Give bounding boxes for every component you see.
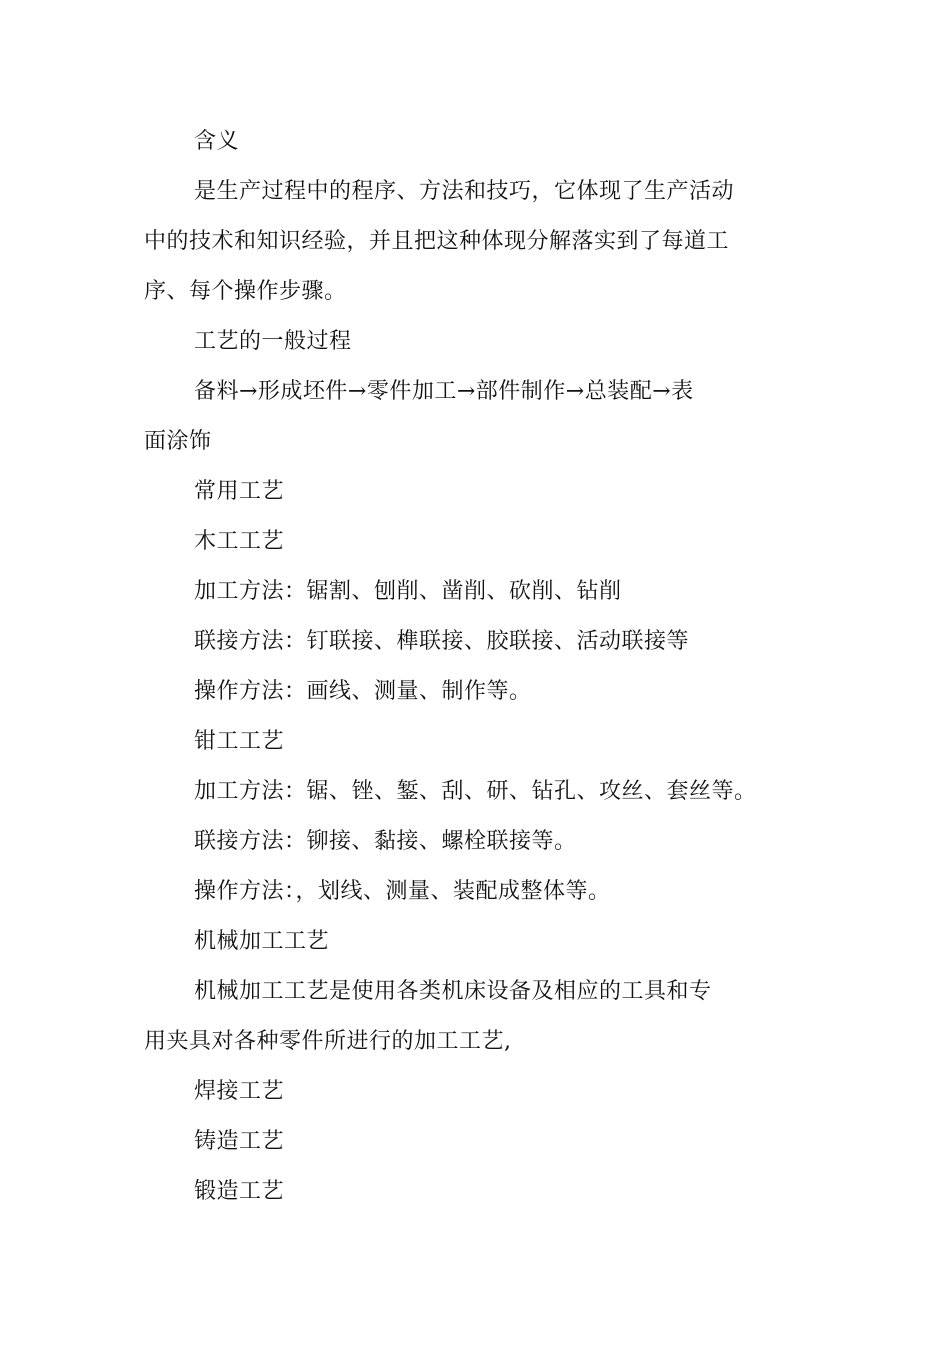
list-item: 联接方法：钉联接、榫联接、胶联接、活动联接等: [194, 629, 690, 654]
paragraph-line: 用夹具对各种零件所进行的加工工艺,: [144, 1029, 512, 1054]
paragraph-line: 中的技术和知识经验，并且把这种体现分解落实到了每道工: [144, 229, 730, 254]
paragraph-line: 备料→形成坯件→零件加工→部件制作→总装配→表: [194, 379, 694, 404]
list-item: 操作方法：，划线、测量、装配成整体等。: [194, 879, 611, 904]
list-item: 加工方法：锯、锉、錾、刮、研、钻孔、攻丝、套丝等。: [194, 779, 757, 804]
subheading-casting: 铸造工艺: [194, 1129, 285, 1154]
paragraph-line: 机械加工工艺是使用各类机床设备及相应的工具和专: [194, 979, 712, 1004]
subheading-machining: 机械加工工艺: [194, 929, 330, 954]
list-item: 联接方法：铆接、黏接、螺栓联接等。: [194, 829, 577, 854]
paragraph-line: 是生产过程中的程序、方法和技巧，它体现了生产活动: [194, 179, 735, 204]
list-item: 操作方法：画线、测量、制作等。: [194, 679, 532, 704]
subheading-forging: 锻造工艺: [194, 1179, 285, 1204]
section-heading-general-process: 工艺的一般过程: [194, 329, 352, 354]
paragraph-line: 面涂饰: [144, 429, 212, 454]
subheading-welding: 焊接工艺: [194, 1079, 285, 1104]
subheading-bench-work: 钳工工艺: [194, 729, 285, 754]
paragraph-line: 序、每个操作步骤。: [144, 279, 347, 304]
section-heading-common-processes: 常用工艺: [194, 479, 285, 504]
section-heading-meaning: 含义: [194, 129, 240, 154]
list-item: 加工方法：锯割、刨削、凿削、砍削、钻削: [194, 579, 622, 604]
subheading-woodworking: 木工工艺: [194, 529, 285, 554]
